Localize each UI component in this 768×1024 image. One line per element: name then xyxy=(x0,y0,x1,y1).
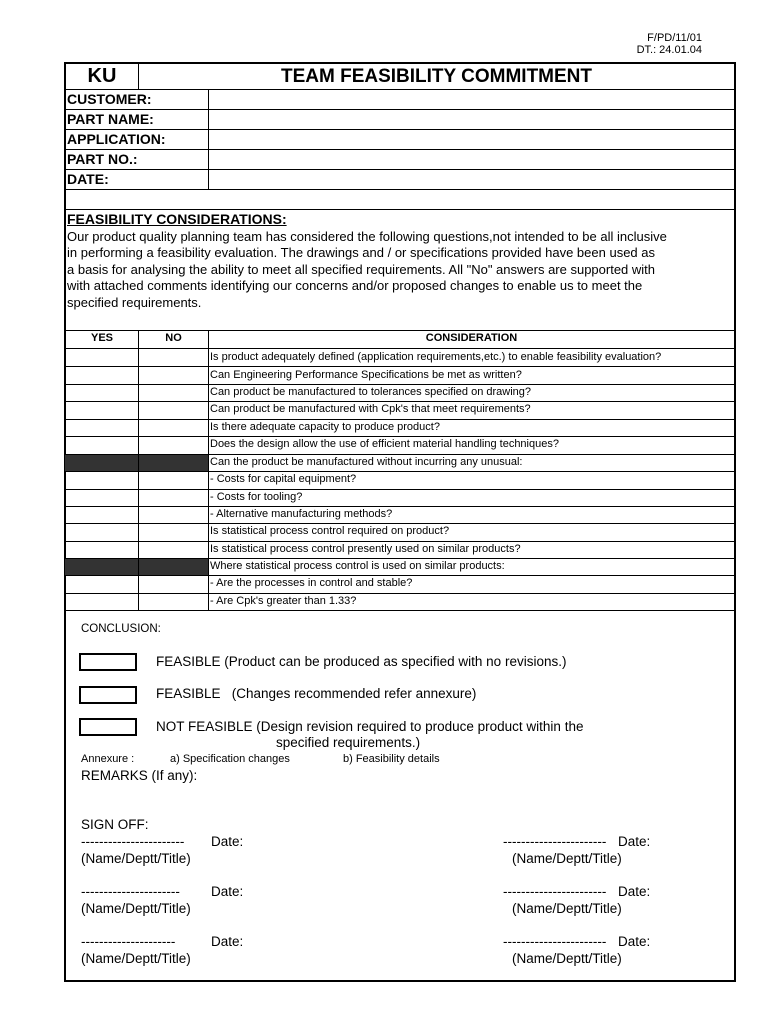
signoff-label: SIGN OFF: xyxy=(81,817,149,832)
consideration-row-3: Can product be manufactured to tolerances specified on drawing? xyxy=(210,386,532,398)
signature-line[interactable]: ----------------------- xyxy=(81,834,185,849)
consideration-row-9: - Costs for tooling? xyxy=(210,491,303,503)
consideration-row-11: Is statistical process control required on product? xyxy=(210,525,450,537)
signature-line[interactable]: ----------------------- xyxy=(503,934,607,949)
shaded-cell xyxy=(65,454,208,471)
considerations-line-4: with attached comments identifying our concerns and/or proposed changes to enable us to meet the xyxy=(67,278,643,293)
considerations-line-2: in performing a feasibility evaluation. The drawings and / or specifications provided have been used as xyxy=(67,245,655,260)
consideration-row-12: Is statistical process control presently used on similar products? xyxy=(210,543,521,555)
name-title-hint: (Name/Deptt/Title) xyxy=(512,901,622,916)
consideration-row-13: Where statistical process control is used on similar products: xyxy=(210,560,505,572)
feasible-changes-option-label: FEASIBLE (Changes recommended refer annexure) xyxy=(156,686,477,701)
name-title-hint: (Name/Deptt/Title) xyxy=(81,951,191,966)
signature-line[interactable]: ----------------------- xyxy=(503,834,607,849)
consideration-row-15: - Are Cpk's greater than 1.33? xyxy=(210,595,357,607)
considerations-line-5: specified requirements. xyxy=(67,295,202,310)
col-header-yes: YES xyxy=(90,332,113,344)
not-feasible-option-label-cont: specified requirements.) xyxy=(276,735,421,750)
consideration-row-8: - Costs for capital equipment? xyxy=(210,473,357,485)
date-label: DATE: xyxy=(67,171,109,187)
not-feasible-checkbox[interactable] xyxy=(79,718,137,736)
consideration-row-1: Is product adequately defined (application requirements,etc.) to enable feasibility evaluation? xyxy=(210,351,662,363)
considerations-heading: FEASIBILITY CONSIDERATIONS: xyxy=(67,211,287,227)
consideration-row-2: Can Engineering Performance Specifications be met as written? xyxy=(210,369,522,381)
name-title-hint: (Name/Deptt/Title) xyxy=(81,851,191,866)
consideration-row-6: Does the design allow the use of efficient material handling techniques? xyxy=(210,438,559,450)
consideration-row-7: Can the product be manufactured without incurring any unusual: xyxy=(210,456,523,468)
part-no-field[interactable] xyxy=(210,151,734,169)
signoff-date-label: Date: xyxy=(211,834,244,849)
part-name-label: PART NAME: xyxy=(67,111,154,127)
col-header-consideration: CONSIDERATION xyxy=(425,332,518,344)
signature-line[interactable]: ---------------------- xyxy=(81,884,180,899)
part-name-field[interactable] xyxy=(210,111,734,129)
signature-line[interactable]: ----------------------- xyxy=(503,884,607,899)
remarks-label: REMARKS (If any): xyxy=(81,768,198,783)
signoff-date-label: Date: xyxy=(211,934,244,949)
signoff-date-label: Date: xyxy=(211,884,244,899)
shaded-cell xyxy=(65,558,208,575)
application-label: APPLICATION: xyxy=(67,131,166,147)
date-field[interactable] xyxy=(210,171,734,189)
considerations-line-3: a basis for analysing the ability to meet all specified requirements. All "No" answers are supported with xyxy=(67,262,656,277)
consideration-row-14: - Are the processes in control and stable? xyxy=(210,577,413,589)
annexure-b: b) Feasibility details xyxy=(343,753,440,765)
consideration-row-4: Can product be manufactured with Cpk's that meet requirements? xyxy=(210,403,531,415)
annexure-label: Annexure : xyxy=(81,753,135,765)
application-field[interactable] xyxy=(210,131,734,149)
name-title-hint: (Name/Deptt/Title) xyxy=(81,901,191,916)
annexure-a: a) Specification changes xyxy=(170,753,290,765)
signature-line[interactable]: --------------------- xyxy=(81,934,176,949)
col-header-no: NO xyxy=(165,332,182,344)
name-title-hint: (Name/Deptt/Title) xyxy=(512,851,622,866)
form-number: F/PD/11/01 xyxy=(647,32,702,44)
customer-field[interactable] xyxy=(210,91,734,109)
consideration-row-5: Is there adequate capacity to produce product? xyxy=(210,421,440,433)
consideration-row-10: - Alternative manufacturing methods? xyxy=(210,508,393,520)
signoff-date-label: Date: xyxy=(618,884,651,899)
name-title-hint: (Name/Deptt/Title) xyxy=(512,951,622,966)
page-title: TEAM FEASIBILITY COMMITMENT xyxy=(280,66,593,87)
considerations-line-1: Our product quality planning team has considered the following questions,not intended to be all inclusive xyxy=(67,229,667,244)
feasible-checkbox[interactable] xyxy=(79,653,137,671)
feasible-changes-checkbox[interactable] xyxy=(79,686,137,704)
signoff-date-label: Date: xyxy=(618,934,651,949)
part-no-label: PART NO.: xyxy=(67,151,138,167)
not-feasible-option-label: NOT FEASIBLE (Design revision required to produce product within the xyxy=(156,719,584,734)
company-logo: KU xyxy=(87,65,117,87)
feasible-option-label: FEASIBLE (Product can be produced as specified with no revisions.) xyxy=(156,654,567,669)
signoff-date-label: Date: xyxy=(618,834,651,849)
customer-label: CUSTOMER: xyxy=(67,91,152,107)
form-date: DT.: 24.01.04 xyxy=(636,44,702,56)
conclusion-label: CONCLUSION: xyxy=(81,623,161,635)
